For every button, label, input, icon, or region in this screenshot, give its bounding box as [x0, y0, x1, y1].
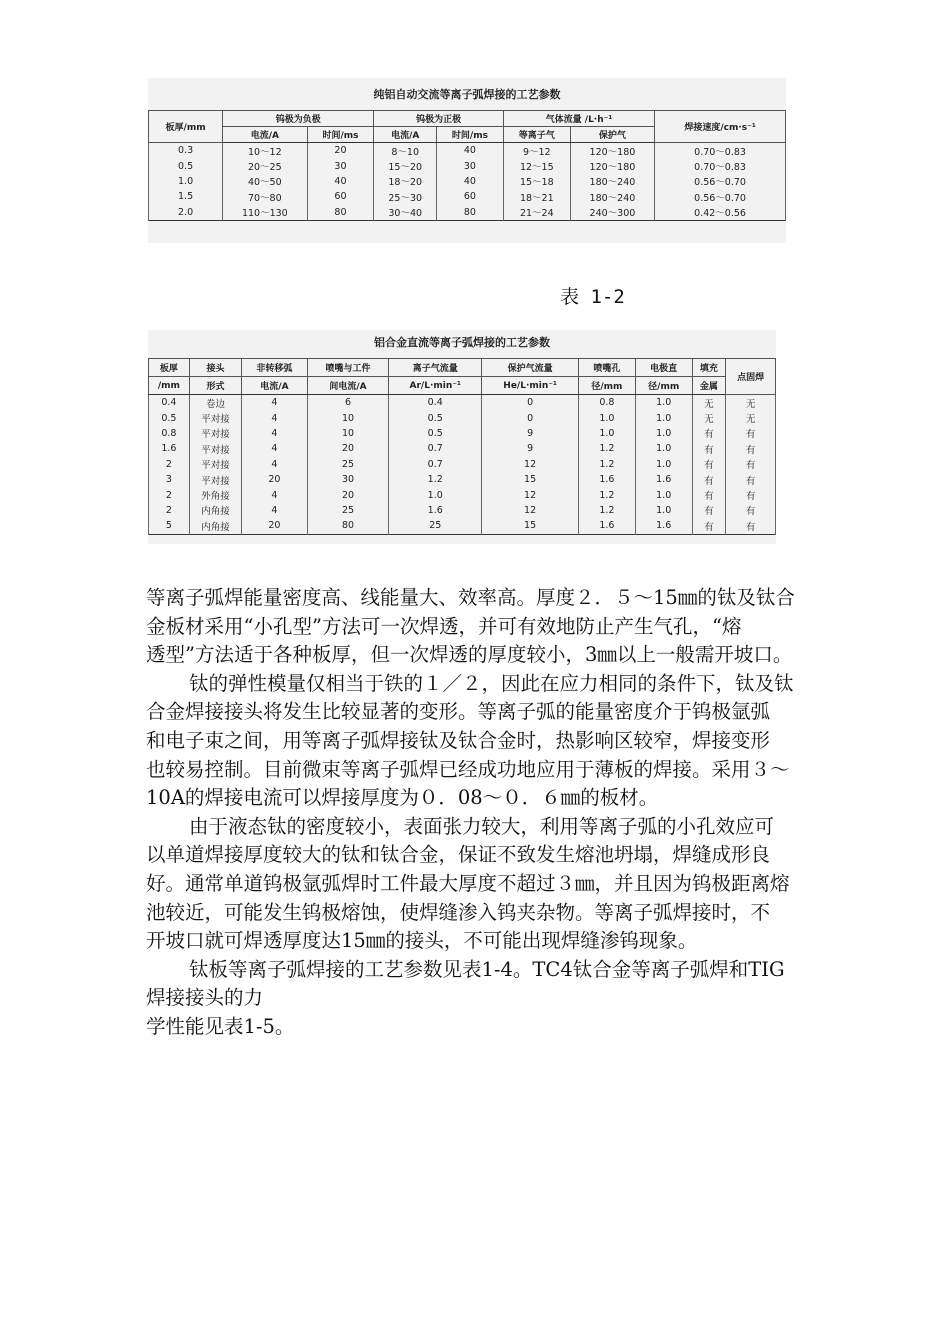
table-cell: 1.6: [579, 472, 636, 487]
table-cell: 15: [482, 472, 579, 487]
table-1-subheader: 等离子气: [503, 127, 570, 143]
table-cell: 无: [726, 410, 776, 425]
table-cell: 1.6: [635, 472, 692, 487]
table-cell: 2: [149, 457, 190, 472]
table-cell: 有: [726, 518, 776, 534]
table-cell: 有: [692, 487, 726, 502]
table-cell: 30: [307, 158, 374, 173]
table-cell: 9～12: [503, 143, 570, 159]
table-row: [149, 410, 776, 425]
body-line: 透型”方法适于各种板厚，但一次焊透的厚度较小，3㎜以上一般需开坡口。: [146, 643, 793, 667]
body-line: 开坡口就可焊透厚度达15㎜的接头，不可能出现焊缝渗钨现象。: [146, 929, 698, 953]
table-cell: 0.7: [389, 457, 482, 472]
table-cell: 30: [307, 472, 389, 487]
table-cell: 1.0: [635, 457, 692, 472]
table-2-subheader: /mm: [149, 377, 190, 395]
table-cell: 15～18: [503, 174, 570, 189]
table-cell: 内角接: [189, 503, 241, 518]
table-cell: 1.5: [149, 189, 223, 204]
table-row: [149, 174, 786, 189]
table-cell: 0.4: [149, 395, 190, 411]
table-1-subheader: 时间/ms: [437, 127, 504, 143]
table-2-subheader: He/L·min⁻¹: [482, 377, 579, 395]
body-line: 以单道焊接厚度较大的钛和钛合金，保证不致发生熔池坍塌，焊缝成形良: [146, 843, 771, 867]
table-cell: 30: [437, 158, 504, 173]
table-cell: 0.56～0.70: [655, 174, 786, 189]
table-1-subheader: 电流/A: [374, 127, 437, 143]
body-line: 池较近，可能发生钨极熔蚀，使焊缝渗入钨夹杂物。等离子弧焊接时，不: [146, 900, 771, 924]
table-1-header: 焊接速度/cm·s⁻¹: [655, 111, 786, 143]
table-cell: 有: [726, 426, 776, 441]
table-cell: 2: [149, 487, 190, 502]
table-cell: 12: [482, 457, 579, 472]
table-cell: 1.2: [579, 487, 636, 502]
table-cell: 120～180: [570, 143, 654, 159]
table-cell: 20: [307, 143, 374, 159]
table-2-subheader: 形式: [189, 377, 241, 395]
table-cell: 80: [307, 518, 389, 534]
table-2-subheader: 金属: [692, 377, 726, 395]
table-cell: 4: [242, 503, 308, 518]
table-cell: 3: [149, 472, 190, 487]
table-cell: 1.0: [579, 410, 636, 425]
table-row: [149, 503, 776, 518]
table-cell: 4: [242, 457, 308, 472]
table-2-header: 板厚: [149, 359, 190, 377]
table-cell: 卷边: [189, 395, 241, 411]
table-2-subheader: 间电流/A: [307, 377, 389, 395]
table-cell: 60: [307, 189, 374, 204]
table-cell: 平对接: [189, 410, 241, 425]
table-cell: 180～240: [570, 189, 654, 204]
table-row: [149, 518, 776, 534]
table-row: [149, 395, 776, 411]
body-line: 10A的焊接电流可以焊接厚度为０．08～０．６㎜的板材。: [146, 786, 659, 810]
table-1-header: 钨极为正极: [374, 111, 503, 127]
table-cell: 4: [242, 487, 308, 502]
body-line: 合金焊接接头将发生比较显著的变形。等离子弧的能量密度介于钨极氩弧: [146, 700, 771, 724]
table-2-subheader: Ar/L·min⁻¹: [389, 377, 482, 395]
table-cell: 0.56～0.70: [655, 189, 786, 204]
table-cell: 0.4: [389, 395, 482, 411]
table-row: [149, 158, 786, 173]
table-cell: 40: [307, 174, 374, 189]
table-cell: 平对接: [189, 472, 241, 487]
table-cell: 0.5: [389, 426, 482, 441]
table-2-header: 喷嘴与工件: [307, 359, 389, 377]
table-cell: 40: [437, 174, 504, 189]
table-cell: 60: [437, 189, 504, 204]
table-row: [149, 189, 786, 204]
table-cell: 有: [692, 457, 726, 472]
table-cell: 有: [692, 426, 726, 441]
table-cell: 有: [692, 503, 726, 518]
table-cell: 1.0: [635, 395, 692, 411]
table-cell: 10～12: [223, 143, 307, 159]
table-cell: 15: [482, 518, 579, 534]
table-cell: 12: [482, 503, 579, 518]
table-cell: 1.0: [389, 487, 482, 502]
table-cell: 30～40: [374, 205, 437, 221]
table-cell: 0.5: [149, 158, 223, 173]
table-cell: 12: [482, 487, 579, 502]
table-2-header: 电极直: [635, 359, 692, 377]
table-cell: 180～240: [570, 174, 654, 189]
table-cell: 1.0: [635, 441, 692, 456]
table-cell: 5: [149, 518, 190, 534]
body-line: 金板材采用“小孔型”方法可一次焊透，并可有效地防止产生气孔，“熔: [146, 614, 742, 638]
table-cell: 80: [437, 205, 504, 221]
table-cell: 0.3: [149, 143, 223, 159]
table-cell: 1.2: [389, 472, 482, 487]
table-cell: 40: [437, 143, 504, 159]
table-row: [149, 205, 786, 221]
table-1-subheader: 电流/A: [223, 127, 307, 143]
body-line: 学性能见表1-5。: [146, 1014, 295, 1038]
table-cell: 12～15: [503, 158, 570, 173]
table-cell: 0.8: [149, 426, 190, 441]
table-2-body: [149, 395, 776, 535]
table-cell: 0.70～0.83: [655, 143, 786, 159]
table-cell: 有: [692, 518, 726, 534]
body-paragraphs: [146, 584, 906, 1042]
table-row: [149, 426, 776, 441]
table-cell: 0.7: [389, 441, 482, 456]
table-cell: 0.5: [389, 410, 482, 425]
table-2-header: 非转移弧: [242, 359, 308, 377]
table-2-subheader: 径/mm: [579, 377, 636, 395]
table-2-header: 喷嘴孔: [579, 359, 636, 377]
table-cell: 20: [242, 472, 308, 487]
table-cell: 20: [307, 441, 389, 456]
table-row: [149, 457, 776, 472]
table-cell: 无: [726, 395, 776, 411]
table-cell: 20: [242, 518, 308, 534]
table-cell: 有: [726, 441, 776, 456]
table-cell: 2.0: [149, 205, 223, 221]
table-1-body: [149, 143, 786, 221]
table-cell: 25: [307, 503, 389, 518]
table-row: [149, 143, 786, 159]
table-2-header: 接头: [189, 359, 241, 377]
table-1-header: 钨极为负极: [223, 111, 374, 127]
table-cell: 21～24: [503, 205, 570, 221]
table-cell: 4: [242, 441, 308, 456]
table-cell: 1.2: [579, 503, 636, 518]
table-cell: 1.2: [579, 457, 636, 472]
table-caption: 表 1-2: [560, 286, 625, 308]
table-cell: 25～30: [374, 189, 437, 204]
table-cell: 有: [692, 441, 726, 456]
table-cell: 20: [307, 487, 389, 502]
table-cell: 平对接: [189, 441, 241, 456]
table-cell: 0.8: [579, 395, 636, 411]
table-cell: 1.0: [635, 410, 692, 425]
table-cell: 10: [307, 426, 389, 441]
table-cell: 1.0: [635, 503, 692, 518]
table-2-subheader: 电流/A: [242, 377, 308, 395]
table-cell: 4: [242, 410, 308, 425]
table-cell: 外角接: [189, 487, 241, 502]
table-cell: 18～21: [503, 189, 570, 204]
table-cell: 70～80: [223, 189, 307, 204]
table-cell: 1.0: [635, 487, 692, 502]
table-cell: 10: [307, 410, 389, 425]
table-row: [149, 487, 776, 502]
table-cell: 2: [149, 503, 190, 518]
table-cell: 1.6: [579, 518, 636, 534]
table-cell: 1.2: [579, 441, 636, 456]
table-cell: 240～300: [570, 205, 654, 221]
table-cell: 0.42～0.56: [655, 205, 786, 221]
table-cell: 1.6: [149, 441, 190, 456]
table-2-header: 填充: [692, 359, 726, 377]
table-cell: 8～10: [374, 143, 437, 159]
table-cell: 0.5: [149, 410, 190, 425]
table-2-header: 离子气流量: [389, 359, 482, 377]
table-2: [148, 358, 776, 535]
table-1-subheader: 保护气: [570, 127, 654, 143]
body-line: 好。通常单道钨极氩弧焊时工件最大厚度不超过３㎜，并且因为钨极距离熔: [146, 871, 790, 895]
table-cell: 9: [482, 441, 579, 456]
body-line: 由于液态钛的密度较小，表面张力较大，利用等离子弧的小孔效应可: [189, 814, 775, 838]
table-cell: 0: [482, 410, 579, 425]
table-cell: 9: [482, 426, 579, 441]
table-2-title: 铝合金直流等离子弧焊接的工艺参数: [374, 336, 550, 349]
table-2-image: [148, 330, 776, 544]
table-2-subheader: 径/mm: [635, 377, 692, 395]
table-cell: 0: [482, 395, 579, 411]
table-1-header: 板厚/mm: [149, 111, 223, 143]
table-1-header: 气体流量 /L·h⁻¹: [503, 111, 654, 127]
table-1-subheader: 时间/ms: [307, 127, 374, 143]
table-cell: 18～20: [374, 174, 437, 189]
table-row: [149, 441, 776, 456]
table-cell: 25: [307, 457, 389, 472]
table-cell: 1.6: [635, 518, 692, 534]
table-cell: 25: [389, 518, 482, 534]
table-row: [149, 472, 776, 487]
table-cell: 6: [307, 395, 389, 411]
table-cell: 110～130: [223, 205, 307, 221]
table-cell: 20～25: [223, 158, 307, 173]
table-cell: 1.0: [149, 174, 223, 189]
body-line: 和电子束之间，用等离子弧焊接钛及钛合金时，热影响区较窄，焊接变形: [146, 728, 771, 752]
table-1-image: [148, 78, 786, 243]
table-cell: 有: [726, 457, 776, 472]
table-cell: 平对接: [189, 457, 241, 472]
table-cell: 15～20: [374, 158, 437, 173]
table-1-title: 纯铝自动交流等离子弧焊接的工艺参数: [373, 88, 561, 101]
body-line: 钛的弹性模量仅相当于铁的１／２，因此在应力相同的条件下，钛及钛: [189, 671, 794, 695]
table-cell: 有: [692, 472, 726, 487]
body-line: 也较易控制。目前微束等离子弧焊已经成功地应用于薄板的焊接。采用３～: [146, 757, 790, 781]
table-cell: 120～180: [570, 158, 654, 173]
table-cell: 无: [692, 395, 726, 411]
body-line: 焊接接头的力: [146, 986, 264, 1010]
table-2-header: 保护气流量: [482, 359, 579, 377]
table-1: [148, 110, 786, 221]
body-line: 等离子弧焊能量密度高、线能量大、效率高。厚度２．５～15㎜的钛及钛合: [146, 586, 795, 609]
table-cell: 80: [307, 205, 374, 221]
table-cell: 1.0: [579, 426, 636, 441]
table-cell: 有: [726, 503, 776, 518]
table-cell: 1.0: [635, 426, 692, 441]
body-line: 钛板等离子弧焊接的工艺参数见表1-4。TC4钛合金等离子弧焊和TIG: [189, 957, 785, 981]
table-cell: 有: [726, 487, 776, 502]
table-cell: 4: [242, 395, 308, 411]
table-cell: 有: [726, 472, 776, 487]
table-cell: 4: [242, 426, 308, 441]
table-cell: 1.6: [389, 503, 482, 518]
table-cell: 平对接: [189, 426, 241, 441]
table-cell: 40～50: [223, 174, 307, 189]
table-cell: 内角接: [189, 518, 241, 534]
table-cell: 0.70～0.83: [655, 158, 786, 173]
table-2-header: 点固焊: [726, 359, 776, 395]
table-cell: 无: [692, 410, 726, 425]
